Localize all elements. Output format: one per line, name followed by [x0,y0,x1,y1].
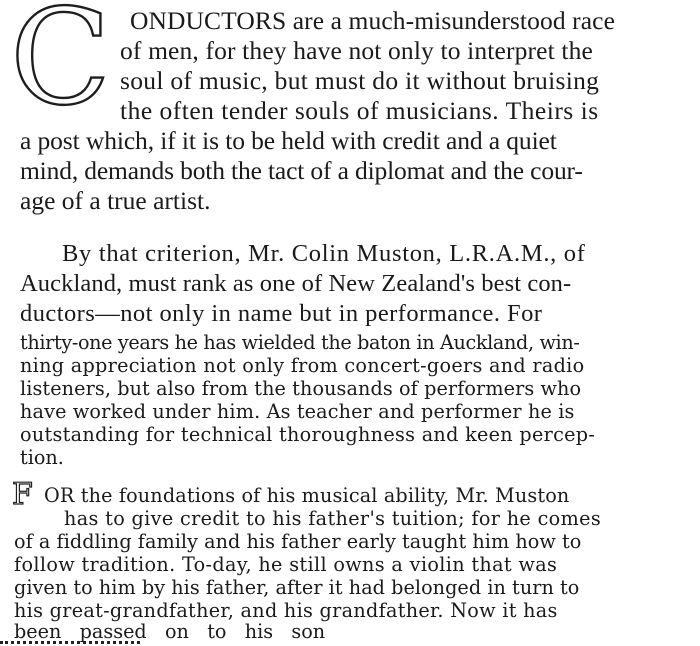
para2-line-2: Auckland, must rank as one of New Zealand's best con- [20,270,572,297]
para4-line-2: has to give credit to his father's tuition; for he comes [64,507,602,530]
para1-line-7: age of a true artist. [20,186,211,215]
para1-line-5: a post which, if it is to be held with credit and a quiet [20,126,557,155]
para1-line-3: soul of music, but must do it without bruising [120,66,600,95]
para4-line-3: of a fiddling family and his father early taught him how to [14,530,582,553]
para4-line-4: follow tradition. To-day, he still owns a violin that was [14,553,558,576]
para1-line-1: ONDUCTORS are a much-misunderstood race [130,6,615,35]
para3-line-1: thirty-one years he has wielded the baton in Auckland, win- [20,331,580,354]
para3-line-5: outstanding for technical thoroughness and keen percep- [20,423,596,446]
para4-line-1: OR the foundations of his musical ability, Mr. Muston [44,484,570,507]
para1-line-2: of men, for they have not only to interpret the [120,36,593,65]
para3-line-3: listeners, but also from the thousands of performers who [20,377,582,400]
para4-line-5: given to him by his father, after it had belonged in turn to [14,576,580,599]
para3-line-6: tion. [20,446,64,469]
para2-line-3: ductors—not only in name but in performance. For [20,300,543,327]
para1-line-4: the often tender souls of musicians. Theirs is [120,96,599,125]
para3-line-4: have worked under him. As teacher and performer he is [20,400,575,423]
para1-line-6: mind, demands both the tact of a diplomat and the cour- [20,156,583,185]
cropped-next-line [0,636,140,646]
para4-line-6: his great-grandfather, and his grandfather. Now it has [14,599,558,622]
drop-cap-f: F [12,477,33,512]
para4-line-7: been passed on to his son [14,620,326,643]
drop-cap-c: C [10,0,111,135]
para2-line-1: By that criterion, Mr. Colin Muston, L.R.A.M., of [62,240,586,267]
para3-line-2: ning appreciation not only from concert-goers and radio [20,354,585,377]
